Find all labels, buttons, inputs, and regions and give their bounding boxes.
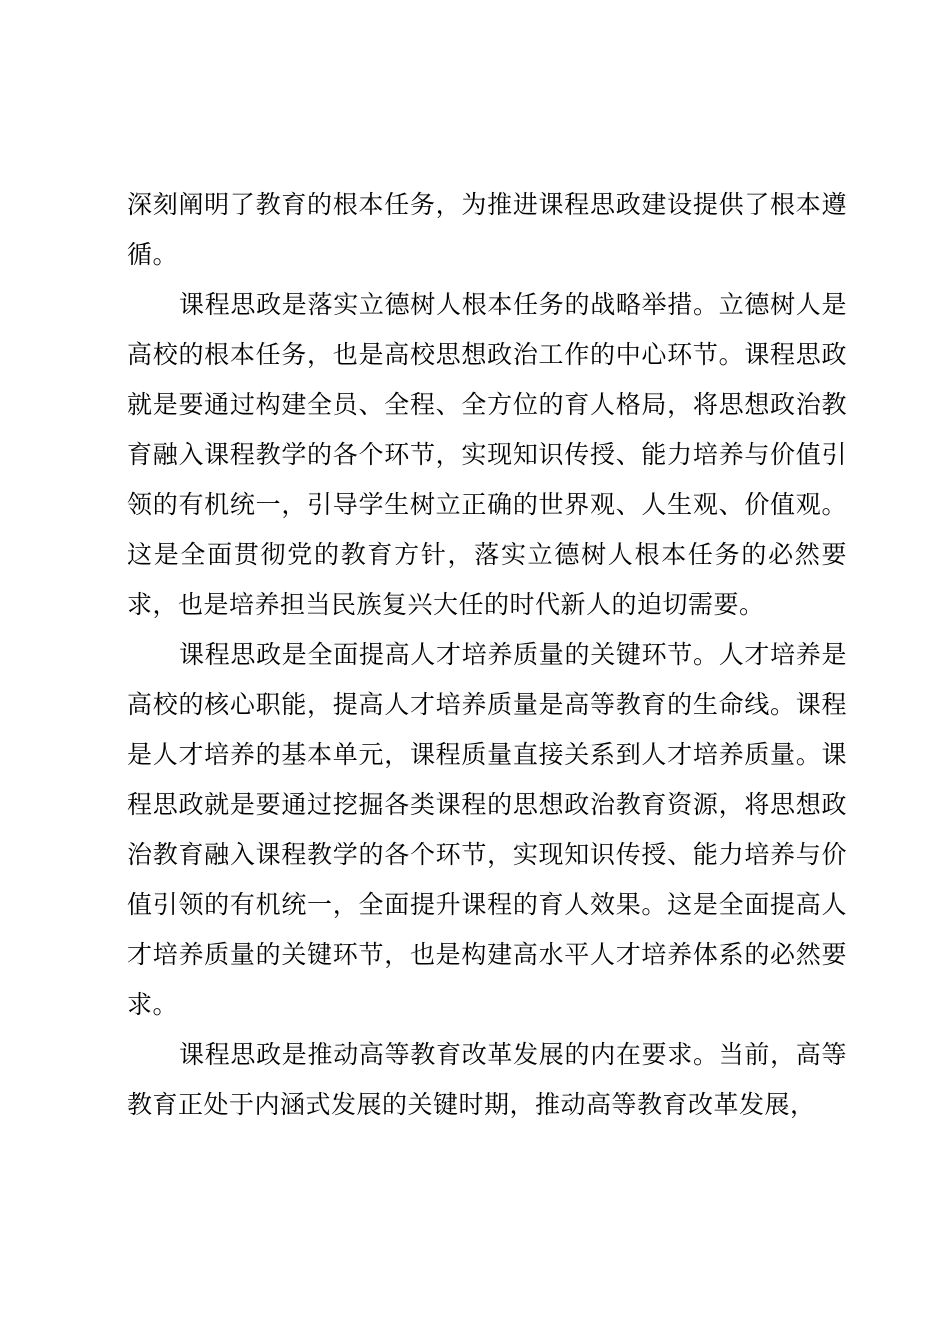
body-text: [127, 180, 847, 1130]
paragraph-2: 课程思政是落实立德树人根本任务的战略举措。立德树人是高校的根本任务，也是高校思想政治工作的中心环节。课程思政就是要通过构建全员、全程、全方位的育人格局，将思想政治教育融入课程教学的各个环节，实现知识传授、能力培养与价值引领的有机统一，引导学生树立正确的世界观、人生观、价值观。这是全面贯彻党的教育方针，落实立德树人根本任务的必然要求，也是培养担当民族复兴大任的时代新人的迫切需要。: [127, 290, 847, 619]
paragraph-3: 课程思政是全面提高人才培养质量的关键环节。人才培养是高校的核心职能，提高人才培养质量是高等教育的生命线。课程是人才培养的基本单元，课程质量直接关系到人才培养质量。课程思政就是要通过挖掘各类课程的思想政治教育资源，将思想政治教育融入课程教学的各个环节，实现知识传授、能力培养与价值引领的有机统一，全面提升课程的育人效果。这是全面提高人才培养质量的关键环节，也是构建高水平人才培养体系的必然要求。: [127, 640, 847, 1019]
paragraph-1: 深刻阐明了教育的根本任务，为推进课程思政建设提供了根本遵循。: [127, 190, 847, 269]
paragraph-4: 课程思政是推动高等教育改革发展的内在要求。当前，高等教育正处于内涵式发展的关键时期，推动高等教育改革发展，: [127, 1040, 847, 1119]
